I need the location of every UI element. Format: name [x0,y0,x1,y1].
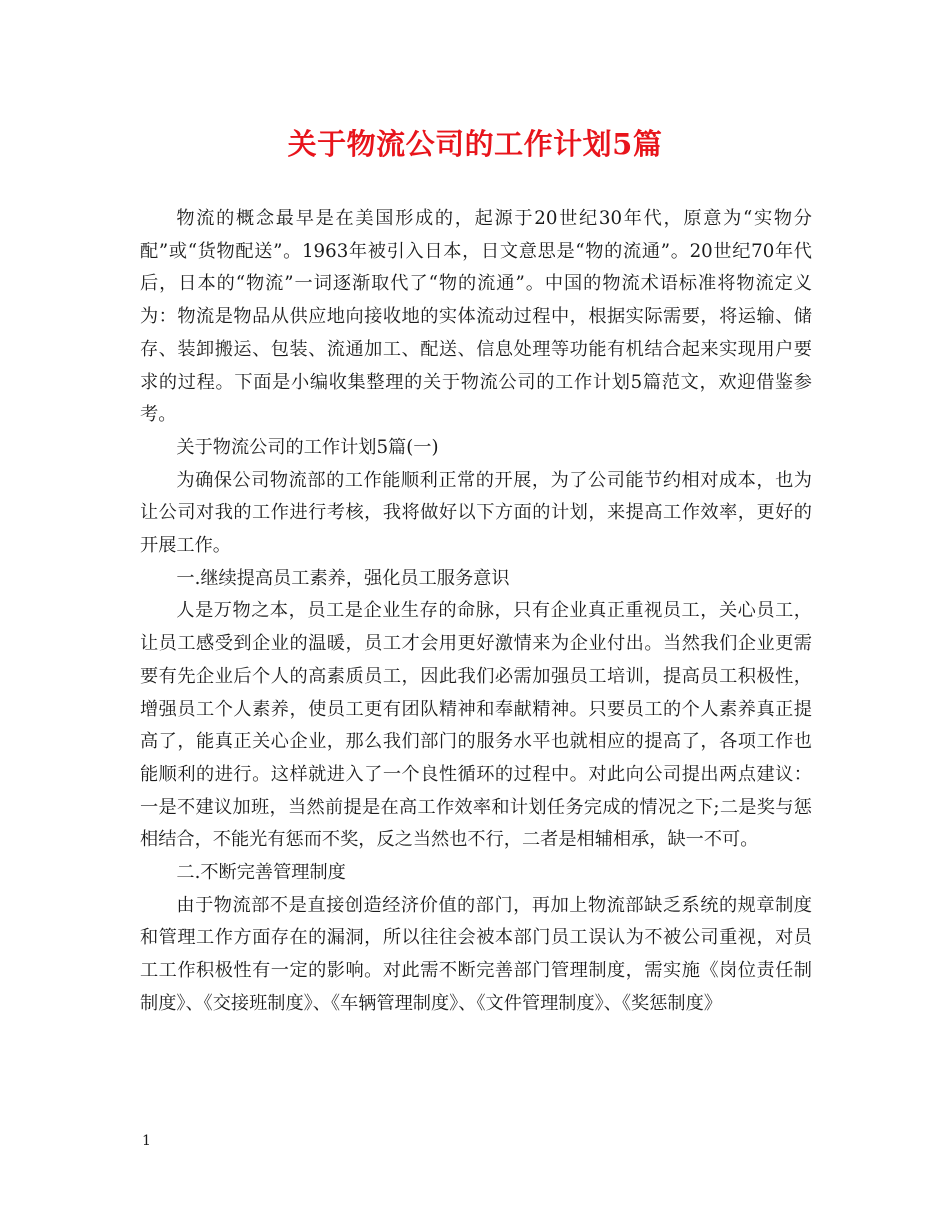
page-number: 1 [142,1133,151,1149]
section-heading-part-one: 关于物流公司的工作计划5篇(一) [176,436,439,458]
subheading-staff-quality: 一.继续提高员工素养，强化员工服务意识 [176,567,510,589]
document-title: 关于物流公司的工作计划5篇 [287,127,663,161]
subheading-management-system: 二.不断完善管理制度 [176,862,346,884]
management-system-paragraph: 由于物流部不是直接创造经济价值的部门，再加上物流部缺乏系统的规章制度和管理工作方面存在的漏洞，所以往往会被本部门员工误认为不被公司重视，对员工工作积极性有一定的影响。对此需不断完善部门管理制度，需实施《岗位责任制制度》、《交接班制度》、《车辆管理制度》、《文件管理制度》、《奖惩制度》 [140,894,812,1014]
part-one-intro-paragraph: 为确保公司物流部的工作能顺利正常的开展，为了公司能节约相对成本，也为让公司对我的工作进行考核，我将做好以下方面的计划，来提高工作效率，更好的开展工作。 [140,469,812,557]
document-body [140,203,812,1021]
staff-quality-paragraph: 人是万物之本，员工是企业生存的命脉，只有企业真正重视员工，关心员工，让员工感受到企业的温暖，员工才会用更好激情来为企业付出。当然我们企业更需要有先企业后个人的高素质员工，因此我们必需加强员工培训，提高员工积极性，增强员工个人素养，使员工更有团队精神和奉献精神。只要员工的个人素养真正提高了，能真正关心企业，那么我们部门的服务水平也就相应的提高了，各项工作也能顺利的进行。这样就进入了一个良性循环的过程中。对此向公司提出两点建议：一是不建议加班，当然前提是在高工作效率和计划任务完成的情况之下;二是奖与惩相结合，不能光有惩而不奖，反之当然也不行，二者是相辅相承，缺一不可。 [140,600,812,851]
intro-paragraph: 物流的概念最早是在美国形成的，起源于20世纪30年代，原意为“实物分配”或“货物配送”。1963年被引入日本，日文意思是“物的流通”。20世纪70年代后，日本的“物流”一词逐渐取代了“物的流通”。中国的物流术语标准将物流定义为：物流是物品从供应地向接收地的实体流动过程中，根据实际需要，将运输、储存、装卸搬运、包装、流通加工、配送、信息处理等功能有机结合起来实现用户要求的过程。下面是小编收集整理的关于物流公司的工作计划5篇范文，欢迎借鉴参考。 [140,208,812,426]
